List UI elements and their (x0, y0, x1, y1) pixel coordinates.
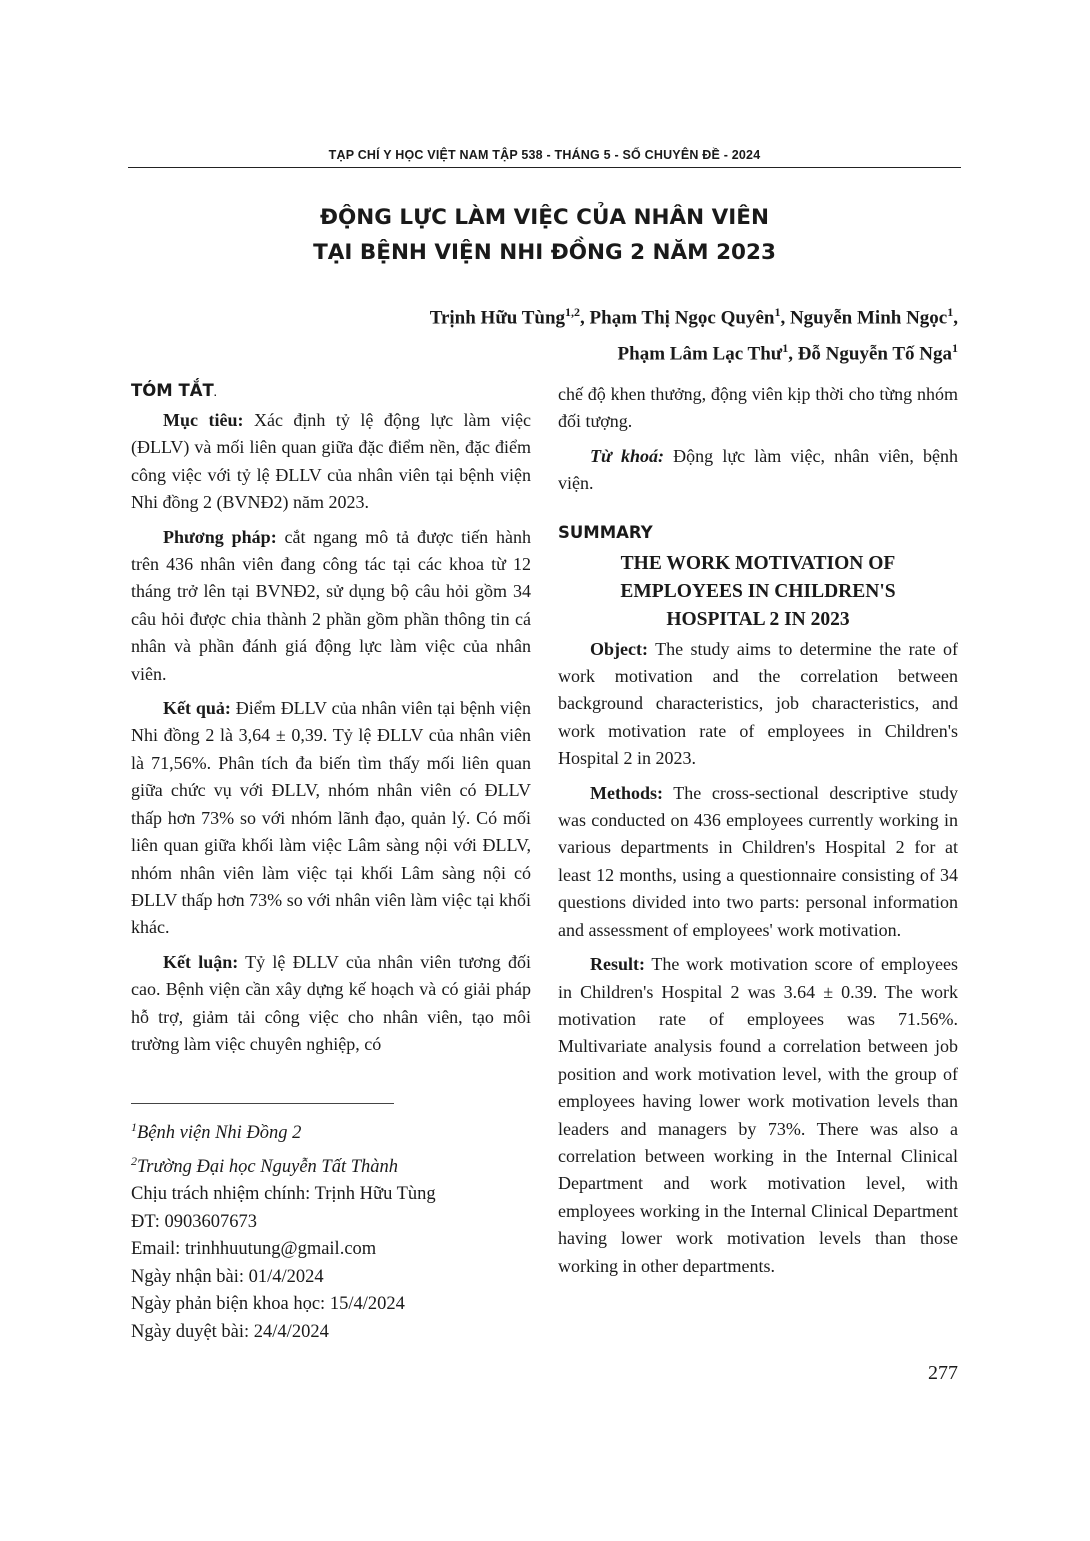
footnotes (131, 1114, 531, 1346)
result-text: Điểm ĐLLV của nhân viên tại bệnh viện Nhi đồng 2 là 3,64 ± 0,39. Tỷ lệ ĐLLV của nhân viên là 71,56%. Phân tích đa biến tìm thấy mối liên quan giữa chức vụ với ĐLLV, nhóm nhân viên có ĐLLV thấp hơn 73% so với nhóm lãnh đạo, quản lý. Có mối liên quan giữa khối làm việc Lâm sàng nội với ĐLLV, nhóm nhân viên làm việc tại khối Lâm sàng nội có ĐLLV thấp hơn 73% so với nhân viên làm việc tại khối khác. (131, 698, 532, 938)
author-name: , Nguyễn Minh Ngọc (780, 307, 948, 329)
affiliation-mark: 1 (952, 341, 958, 356)
affiliation-mark: 1 (782, 341, 789, 356)
author-name: , Đỗ Nguyễn Tố Nga (788, 343, 952, 365)
en-method-paragraph (558, 780, 958, 944)
title-line-1: ĐỘNG LỰC LÀM VIỆC CỦA NHÂN VIÊN (320, 205, 769, 230)
en-objective-paragraph (558, 636, 958, 773)
author-name: Phạm Lâm Lạc Thư (617, 343, 783, 365)
english-title-line-1: THE WORK MOTIVATION OF (620, 552, 896, 574)
en-method-label: Methods: (590, 782, 663, 803)
footnote-rule (131, 1103, 394, 1104)
author-name: , Phạm Thị Ngọc Quyên (580, 307, 775, 329)
section-heading-tom-tat (131, 378, 531, 407)
conclusion-label: Kết luận: (163, 951, 239, 972)
objective-label: Mục tiêu: (163, 410, 244, 430)
en-objective-label: Object: (590, 638, 648, 659)
received-date: Ngày nhận bài: 01/4/2024 (131, 1266, 324, 1287)
heading-dot: . (213, 389, 217, 398)
author-line-1 (430, 297, 958, 333)
english-title (558, 550, 958, 634)
responsible-author: Chịu trách nhiệm chính: Trịnh Hữu Tùng (131, 1184, 436, 1205)
page-number: 277 (928, 1362, 958, 1384)
affiliation-number: 1 (131, 1120, 137, 1134)
right-column (558, 381, 958, 1280)
en-result-label: Result: (590, 954, 645, 975)
heading-text: TÓM TẮT (131, 381, 214, 400)
author-list (430, 297, 958, 370)
email-address: Email: trinhhuutung@gmail.com (131, 1239, 377, 1260)
author-line-2 (430, 333, 958, 369)
author-separator: , (953, 307, 958, 329)
english-title-line-2: EMPLOYEES IN CHILDREN'S (620, 580, 896, 602)
affiliation-text: Trường Đại học Nguyễn Tất Thành (137, 1156, 398, 1177)
keywords-text: Động lực làm việc, nhân viên, bệnh viện. (558, 445, 958, 494)
affiliation-mark: 1 (947, 305, 954, 319)
conclusion-continued: chế độ khen thưởng, động viên kịp thời cho từng nhóm đối tượng. (558, 384, 958, 432)
title-line-2: TẠI BỆNH VIỆN NHI ĐỒNG 2 NĂM 2023 (313, 240, 776, 265)
section-heading-summary: SUMMARY (558, 522, 653, 542)
conclusion-text: Tỷ lệ ĐLLV của nhân viên tương đối cao. Bệnh viện cần xây dựng kế hoạch và có giải pháp hỗ trợ, giảm tải công việc cho nhân viên, tạo môi trường làm việc chuyên nghiệp, có (131, 951, 531, 1054)
en-objective-text: The study aims to determine the rate of work motivation and the correlation between background characteristics, job characteristics, and work motivation rate of employees in Children's Hospital 2 in 2023. (558, 638, 958, 769)
objective-paragraph (131, 407, 531, 517)
result-paragraph (131, 695, 531, 942)
en-result-text: The work motivation score of employees in Children's Hospital 2 was 3.64 ± 0.39. The work motivation rate of employees was 71.56%. Multivariate analysis found a correlation between job position and work motivation level, with the group of employees having lower work motivation levels than leaders and managers by 73%. There was also a correlation between working in the Internal Clinical Department and work motivation level, with employees working in the Internal Clinical Department having lower work motivation levels than those working in other departments. (558, 954, 958, 1276)
objective-text: Xác định tỷ lệ động lực làm việc (ĐLLV) và mối liên quan giữa đặc điểm nền, đặc điểm công việc với tỷ lệ ĐLLV của nhân viên tại bệnh viện Nhi đồng 2 (BVNĐ2) năm 2023. (131, 410, 532, 513)
keywords-label: Từ khoá: (590, 445, 664, 466)
affiliation-mark: 1 (774, 305, 781, 319)
abstract-vietnamese (131, 378, 531, 1058)
journal-header: TẠP CHÍ Y HỌC VIỆT NAM TẬP 538 - THÁNG 5 - SỐ CHUYÊN ĐỀ - 2024 (328, 148, 761, 162)
header-rule (128, 167, 961, 168)
approval-date: Ngày duyệt bài: 24/4/2024 (131, 1321, 329, 1342)
article-title (128, 200, 961, 270)
affiliation-mark: 1,2 (565, 305, 581, 319)
result-label: Kết quả: (163, 698, 231, 719)
method-text: cắt ngang mô tả được tiến hành trên 436 nhân viên đang công tác tại các khoa từ 12 tháng trở lên tại BVNĐ2, sử dụng bộ câu hỏi gồm 34 câu hỏi được chia thành 2 phần gồm phần thông tin cá nhân và phần đánh giá động lực làm việc của nhân viên. (131, 526, 531, 684)
author-name: Trịnh Hữu Tùng (429, 307, 566, 329)
method-label: Phương pháp: (163, 526, 277, 547)
conclusion-paragraph (131, 949, 531, 1059)
affiliation-1 (131, 1114, 531, 1148)
en-method-text: The cross-sectional descriptive study was conducted on 436 employees currently working in various departments in Children's Hospital 2 for at least 12 months, using a questionnaire consisting of 34 questions divided into two parts: personal information and assessment of employees' work motivation. (558, 782, 958, 940)
method-paragraph (131, 524, 531, 688)
en-result-paragraph (558, 951, 958, 1280)
review-date: Ngày phản biện khoa học: 15/4/2024 (131, 1294, 405, 1315)
affiliation-2 (131, 1148, 531, 1182)
phone-number: ĐT: 0903607673 (131, 1211, 258, 1232)
affiliation-text: Bệnh viện Nhi Đồng 2 (137, 1123, 302, 1144)
keywords-paragraph (558, 443, 958, 498)
english-title-line-3: HOSPITAL 2 IN 2023 (666, 608, 850, 630)
affiliation-number: 2 (131, 1153, 137, 1168)
